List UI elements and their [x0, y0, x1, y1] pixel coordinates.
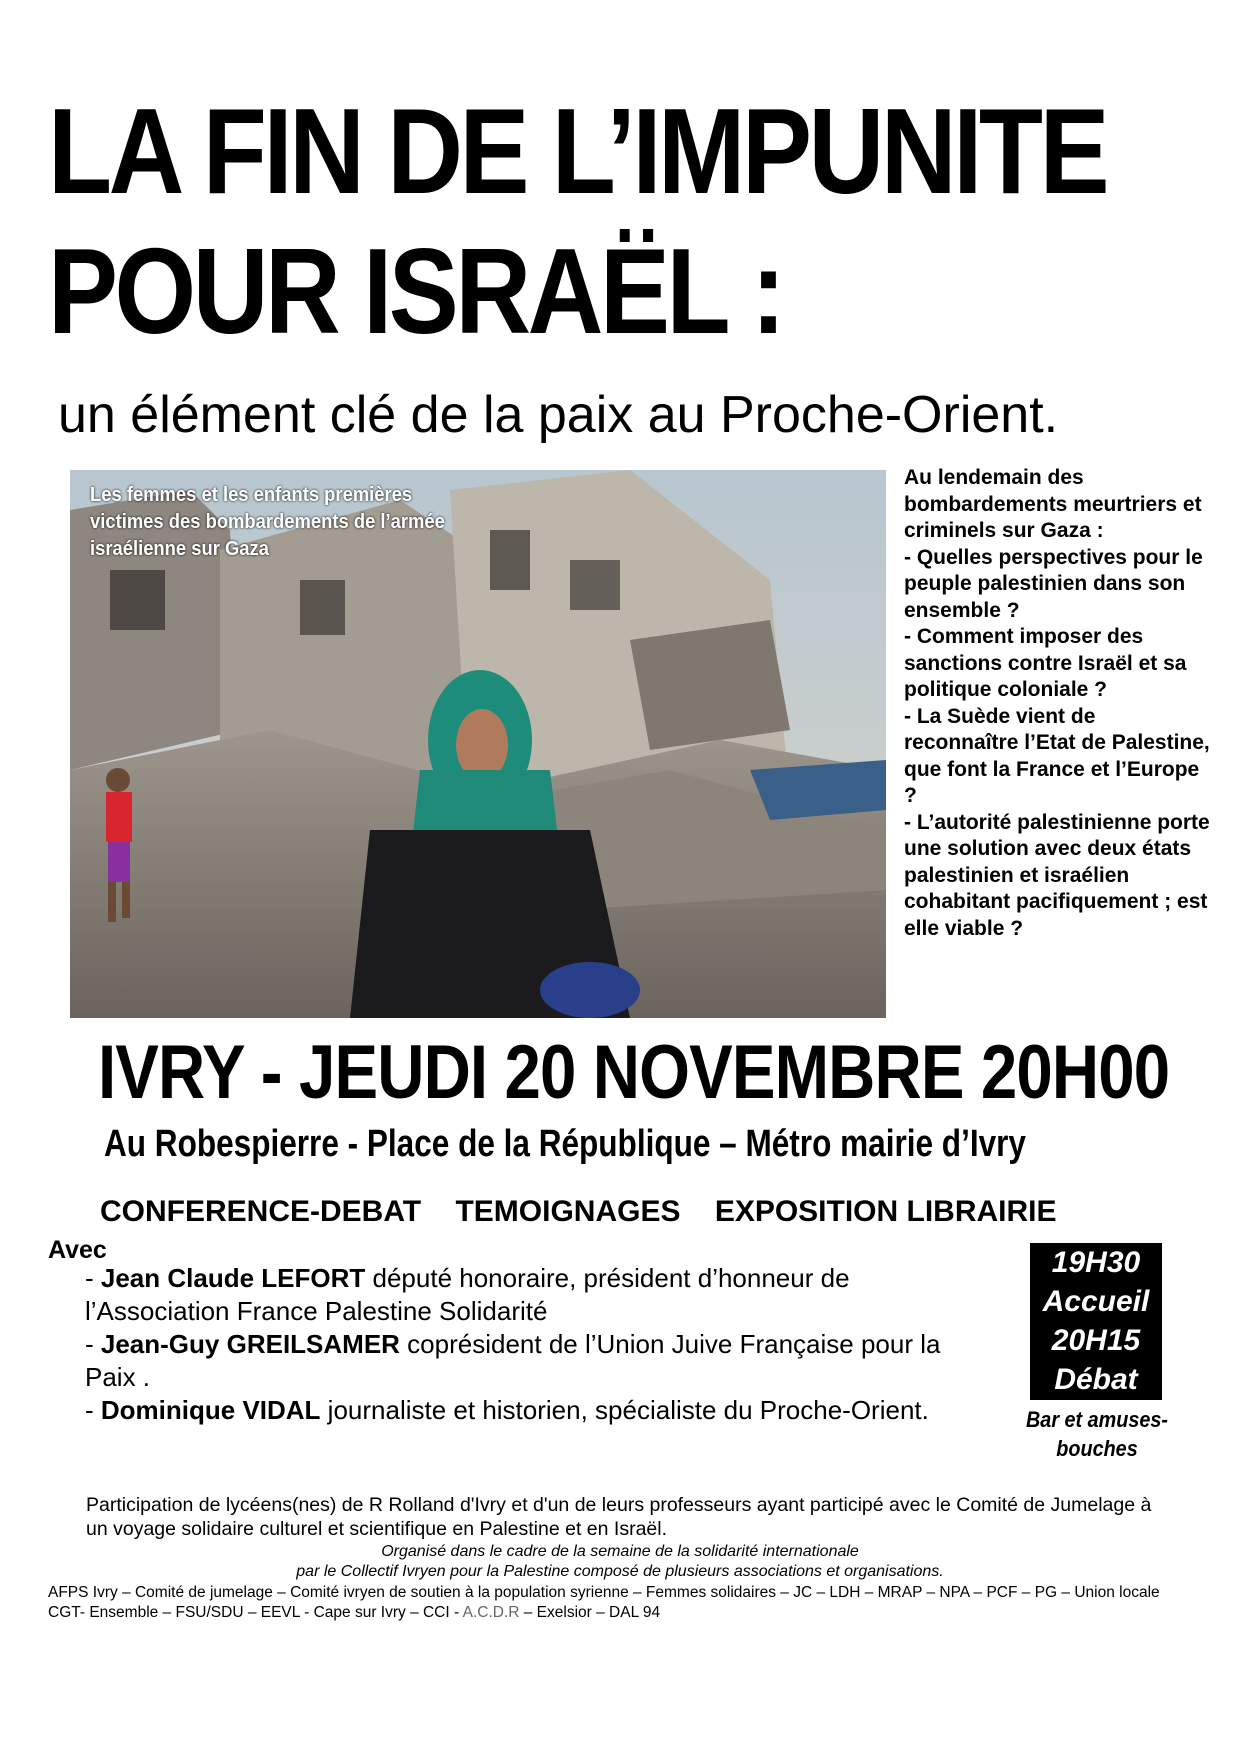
speaker-item [85, 1394, 965, 1427]
photo-caption-line-2: victimes des bombardements de l’armée [90, 511, 445, 533]
organiser-line-1: Organisé dans le cadre de la semaine de la solidarité internationale [381, 1543, 859, 1560]
speaker-bullet: - [85, 1263, 101, 1293]
program-item: EXPOSITION LIBRAIRIE [714, 1195, 1057, 1228]
questions-sidebar [904, 465, 1214, 942]
speaker-name: Jean-Guy GREILSAMER [100, 1329, 400, 1359]
photo-caption-line-1: Les femmes et les enfants premières [90, 484, 413, 506]
speaker-item [85, 1262, 965, 1328]
avec-label: Avec [48, 1236, 107, 1264]
event-venue: Au Robespierre - Place de la République – Métro mairie d’Ivry [104, 1123, 1026, 1165]
program-item: TEMOIGNAGES [455, 1195, 681, 1228]
schedule-box [1030, 1243, 1162, 1400]
title-line-1: LA FIN DE L’IMPUNITE [48, 83, 1107, 219]
bar-note: Bar et amuses-bouches [1026, 1407, 1168, 1461]
sidebar-question-3: - La Suède vient de reconnaître l’Etat de Palestine, que font la France et l’Europe ? [904, 704, 1210, 807]
speaker-bullet: - [85, 1329, 101, 1359]
organisations-list [48, 1583, 1188, 1623]
sidebar-question-4: - L’autorité palestinienne porte une solution avec deux états palestinien et israélien cohabitant pacifiquement ; est elle viable ? [904, 810, 1210, 940]
organisations-part-2: – Exelsior – DAL 94 [519, 1604, 661, 1621]
speaker-description: député honoraire, président d’honneur de l’Association France Palestine Solidarité [85, 1263, 850, 1326]
schedule-time-1: 19H30 [1051, 1246, 1141, 1279]
speakers-list [85, 1262, 965, 1427]
sidebar-question-2: - Comment imposer des sanctions contre Israël et sa politique coloniale ? [904, 625, 1187, 701]
schedule-label-2: Débat [1054, 1363, 1138, 1396]
schedule-time-2: 20H15 [1051, 1324, 1141, 1357]
event-date: IVRY - JEUDI 20 NOVEMBRE 20H00 [98, 1030, 1170, 1115]
program-item: CONFERENCE-DEBAT [100, 1195, 422, 1228]
speaker-name: Jean Claude LEFORT [100, 1263, 366, 1293]
speaker-name: Dominique VIDAL [100, 1395, 321, 1425]
participation-note: Participation de lycéens(nes) de R Rolland d'Ivry et d'un de leurs professeurs ayant participé avec le Comité de Jumelage à un voyage solidaire culturel et scientifique en Palestine et en Israël. [86, 1494, 1152, 1540]
subtitle: un élément clé de la paix au Proche-Orient. [58, 386, 1059, 444]
sidebar-question-1: - Quelles perspectives pour le peuple palestinien dans son ensemble ? [904, 545, 1203, 622]
photo-caption-line-3: israélienne sur Gaza [90, 538, 269, 560]
organisations-acdr: A.C.D.R [462, 1604, 520, 1621]
organisations-part-1: AFPS Ivry – Comité de jumelage – Comité ivryen de soutien à la population syrienne – Femmes solidaires – JC – LDH – MRAP – NPA – PCF – PG – Union locale CGT- Ensemble – FSU/SDU – EEVL - Cape sur Ivry – CCI - [48, 1584, 1160, 1621]
speaker-description: journaliste et historien, spécialiste du Proche-Orient. [320, 1395, 929, 1425]
speaker-bullet: - [85, 1395, 101, 1425]
photo-caption [90, 482, 504, 563]
speaker-description: coprésident de l’Union Juive Française pour la Paix . [85, 1329, 941, 1392]
organiser-note [180, 1542, 1060, 1582]
title-line-2: POUR ISRAËL : [48, 223, 783, 359]
sidebar-intro: Au lendemain des bombardements meurtriers et criminels sur Gaza : [904, 466, 1202, 542]
organiser-line-2: par le Collectif Ivryen pour la Palestine composé de plusieurs associations et organisations. [296, 1563, 944, 1580]
speaker-item [85, 1328, 965, 1394]
program-list [100, 1195, 1160, 1229]
schedule-label-1: Accueil [1042, 1285, 1150, 1318]
